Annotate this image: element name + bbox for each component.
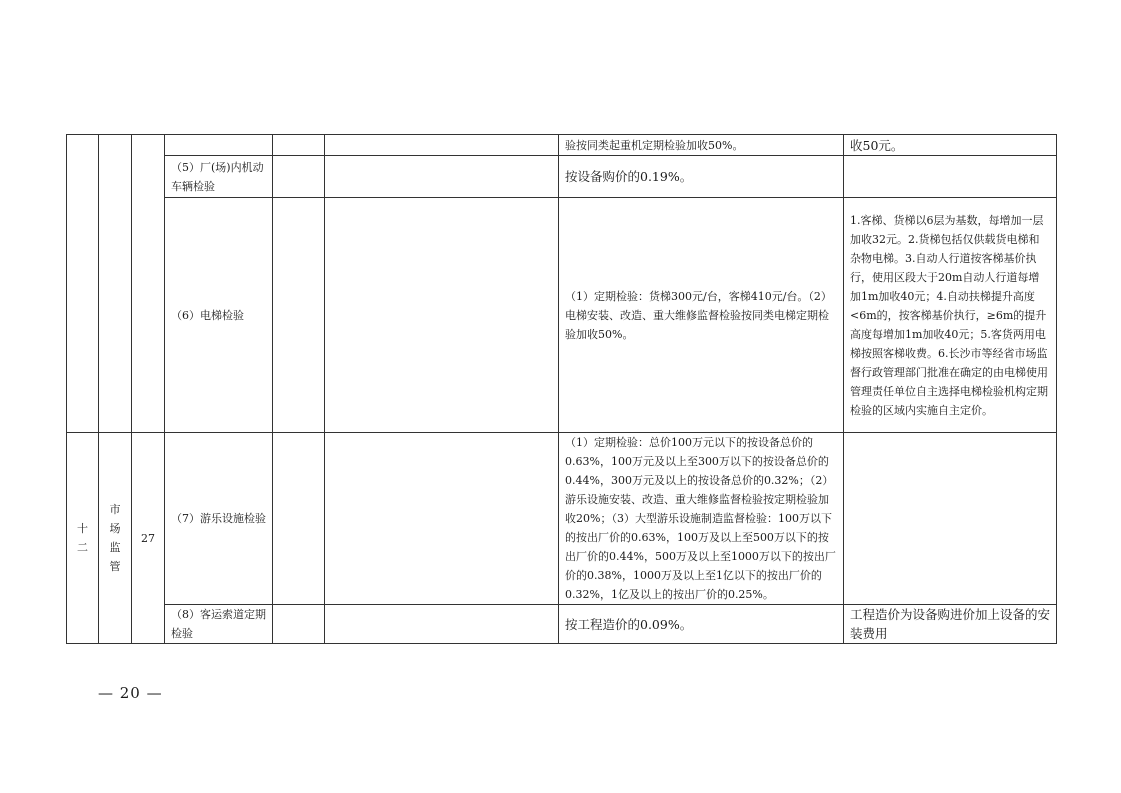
table-row: [67, 433, 1057, 605]
table-row: [67, 605, 1057, 644]
note-cell: 1.客梯、货梯以6层为基数，每增加一层加收32元。2.货梯包括仅供载货电梯和杂物电梯。3.自动人行道按客梯基价执行，使用区段大于20m自动人行道每增加1m加收40元；4.自动扶梯提升高度<6m的，按客梯基价执行，≥6m的提升高度每增加1m加收40元；5.客货两用电梯按照客梯收费。6.长沙市等经省市场监督行政管理部门批准在确定的由电梯使用管理责任单位自主选择电梯检验机构定期检验的区域内实施自主定价。: [844, 198, 1057, 433]
standard-cell: （1）定期检验：货梯300元/台，客梯410元/台。（2）电梯安装、改造、重大维修监督检验按同类电梯定期检验加收50%。: [559, 198, 844, 433]
item-cell: （7）游乐设施检验: [165, 433, 273, 605]
department-cell: [99, 135, 132, 433]
table-row: [67, 156, 1057, 198]
basis-cell: [325, 605, 559, 644]
standard-cell: 按工程造价的0.09%。: [559, 605, 844, 644]
sequence-cell: [132, 135, 165, 433]
unit-cell: [273, 135, 325, 156]
note-cell: [844, 156, 1057, 198]
unit-cell: [273, 605, 325, 644]
item-cell: （6）电梯检验: [165, 198, 273, 433]
basis-cell: [325, 156, 559, 198]
basis-cell: [325, 433, 559, 605]
standard-cell: 验按同类起重机定期检验加收50%。: [559, 135, 844, 156]
item-cell: （5）厂(场)内机动车辆检验: [165, 156, 273, 198]
unit-cell: [273, 433, 325, 605]
standard-cell: 按设备购价的0.19%。: [559, 156, 844, 198]
department-cell: [99, 433, 132, 644]
basis-cell: [325, 135, 559, 156]
note-cell: [844, 433, 1057, 605]
unit-cell: [273, 198, 325, 433]
fee-standard-table: [66, 134, 1057, 644]
note-cell: 收50元。: [844, 135, 1057, 156]
unit-cell: [273, 156, 325, 198]
note-cell: 工程造价为设备购进价加上设备的安装费用: [844, 605, 1057, 644]
item-cell: （8）客运索道定期检验: [165, 605, 273, 644]
standard-cell: （1）定期检验：总价100万元以下的按设备总价的0.63%，100万元及以上至300万以下的按设备总价的0.44%，300万元及以上的按设备总价的0.32%；（2）游乐设施安装、改造、重大维修监督检验按定期检验加收20%；（3）大型游乐设施制造监督检验：100万以下的按出厂价的0.63%，100万及以上至500万以下的按出厂价的0.44%，500万及以上至1000万以下的按出厂价的0.38%，1000万及以上至1亿以下的按出厂价的0.32%，1亿及以上的按出厂价的0.25%。: [559, 433, 844, 605]
category-number-cell: [67, 433, 99, 644]
table-row: [67, 135, 1057, 156]
page-number: — 20 —: [98, 684, 163, 702]
basis-cell: [325, 198, 559, 433]
category-number: 十二: [77, 522, 88, 554]
table-row: [67, 198, 1057, 433]
item-cell: [165, 135, 273, 156]
category-number-cell: [67, 135, 99, 433]
department-name: 市场监管: [109, 503, 121, 573]
sequence-cell: 27: [132, 433, 165, 644]
